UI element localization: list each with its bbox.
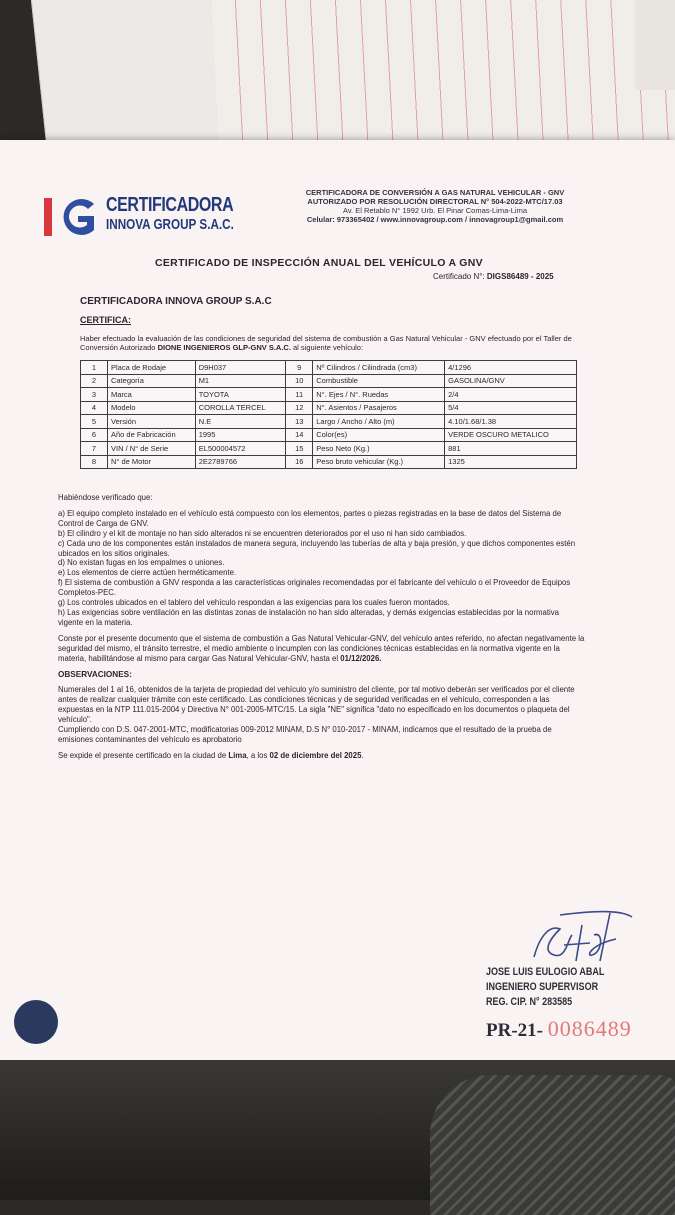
table-row [81, 374, 577, 388]
table-cell: 11 [286, 388, 313, 402]
verification-heading: Habiéndose verificado que: [58, 493, 153, 502]
list-item: h) Las exigencias sobre ventilación en las distintas zonas de instalación no han sido alteradas, y demás exigencias establecidas por la normativa vigente en la materia. [58, 607, 560, 627]
table-row [81, 442, 577, 456]
handwritten-signature [520, 905, 640, 965]
punch-hole [14, 1000, 58, 1044]
table-cell: 2/4 [445, 388, 577, 402]
table-cell: 1325 [445, 455, 577, 469]
table-cell: 881 [445, 442, 577, 456]
table-cell: 8 [81, 455, 108, 469]
table-cell: COROLLA TERCEL [195, 401, 286, 415]
certifica-label: CERTIFICA: [80, 315, 131, 325]
table-cell: 10 [286, 374, 313, 388]
background-paper-edge [635, 0, 675, 90]
certificate-number: Certificado N°: DIGS86489 - 2025 [433, 272, 554, 281]
signer-registration: REG. CIP. N° 283585 [486, 996, 573, 1008]
table-row [81, 455, 577, 469]
observations-title: OBSERVACIONES: [58, 669, 132, 679]
table-row [81, 401, 577, 415]
table-cell: 5/4 [445, 401, 577, 415]
table-cell: 3 [81, 388, 108, 402]
table-cell: 13 [286, 415, 313, 429]
table-cell: 6 [81, 428, 108, 442]
serial-number: PR-21- 0086489 [486, 1016, 632, 1041]
table-cell: Marca [108, 388, 196, 402]
observations-paragraph: Numerales del 1 al 16, obtenidos de la tarjeta de propiedad del vehículo y/o suministro del cliente, por tal motivo deberán ser verificados por el cliente antes de realizar cualquier trámite con este certificado. Las condiciones técnicas y de seguridad verificadas en el vehículo, corresponden a las expuestas en la NTP 111.015-2004 y Directiva N° 001-2005-MTC/15. La sigla "NE" significa "dato no especificado en los documentos o plaqueta del vehículo". [58, 685, 575, 725]
certificate-body [58, 493, 585, 761]
table-cell: 4 [81, 401, 108, 415]
table-cell: 7 [81, 442, 108, 456]
logo-title: CERTIFICADORA [106, 194, 234, 216]
table-cell: 4.10/1.68/1.38 [445, 415, 577, 429]
table-row [81, 388, 577, 402]
signer-name: JOSE LUIS EULOGIO ABAL [486, 966, 605, 978]
table-cell: D9H037 [195, 361, 286, 375]
table-cell: EL500004572 [195, 442, 286, 456]
table-cell: Largo / Ancho / Alto (m) [313, 415, 445, 429]
table-cell: 1995 [195, 428, 286, 442]
table-cell: 16 [286, 455, 313, 469]
signature-block [486, 965, 617, 1010]
list-item: d) No existan fugas en los empalmes o uniones. [58, 558, 225, 568]
table-cell: VERDE OSCURO METALICO [445, 428, 577, 442]
table-cell: Combustible [313, 374, 445, 388]
table-cell: 2E2789766 [195, 455, 286, 469]
table-cell: N.E [195, 415, 286, 429]
issued-line: Se expide el presente certificado en la ciudad de Lima, a los 02 de diciembre del 2025. [58, 750, 364, 760]
table-cell: TOYOTA [195, 388, 286, 402]
table-cell: 4/1296 [445, 361, 577, 375]
table-cell: N°. Ejes / N°. Ruedas [313, 388, 445, 402]
table-cell: Color(es) [313, 428, 445, 442]
document-header [42, 188, 642, 248]
intro-paragraph: Haber efectuado la evaluación de las condiciones de seguridad del sistema de combustión a Gas Natural Vehicular - GNV efectuado por el Taller de Conversión Autorizado DIONE INGENIEROS GLP-GNV S.A.C. al siguiente vehículo: [80, 334, 572, 352]
logo-subtitle: INNOVA GROUP S.A.C. [106, 216, 234, 233]
table-cell: Categoría [108, 374, 196, 388]
table-cell: Peso Neto (Kg.) [313, 442, 445, 456]
table-cell: M1 [195, 374, 286, 388]
document-title: CERTIFICADO DE INSPECCIÓN ANUAL DEL VEHÍCULO A GNV [155, 257, 483, 269]
table-cell: 15 [286, 442, 313, 456]
list-item: f) El sistema de combustión a GNV responda a las características originales recomendadas por el fabricante del vehículo o el Proveedor de Equipos Completos-PEC. [58, 578, 571, 598]
table-cell: Peso bruto vehicular (Kg.) [313, 455, 445, 469]
vehicle-data-table [80, 360, 577, 469]
table-row [81, 415, 577, 429]
background-shoe [430, 1075, 675, 1215]
table-cell: N°. Asientos / Pasajeros [313, 401, 445, 415]
table-cell: GASOLINA/GNV [445, 374, 577, 388]
emissions-paragraph: Cumpliendo con D.S. 047-2001-MTC, modificatorias 009-2012 MINAM, D.S N° 010-2017 - MINAM, indicamos que el resultado de la prueba de emisiones contaminantes del vehículo es aprobatorio [58, 725, 552, 744]
table-row [81, 428, 577, 442]
table-cell: 2 [81, 374, 108, 388]
table-cell: Versión [108, 415, 196, 429]
signer-role: INGENIERO SUPERVISOR [486, 981, 599, 993]
list-item: e) Los elementos de cierre actúen herméticamente. [58, 568, 237, 578]
list-item: g) Los controles ubicados en el tablero del vehículo respondan a las exigencias para los cuales fueron montados. [58, 598, 450, 608]
table-cell: VIN / N° de Serie [108, 442, 196, 456]
table-cell: 5 [81, 415, 108, 429]
table-cell: Año de Fabricación [108, 428, 196, 442]
table-cell: 14 [286, 428, 313, 442]
table-cell: Modelo [108, 401, 196, 415]
table-row [81, 361, 577, 375]
conste-paragraph: Conste por el presente documento que el sistema de combustión a Gas Natural Vehicular-GNV, del vehículo antes referido, no afectan negativamente la seguridad del mismo, el tránsito terrestre, el medio ambiente o incumplen con las condiciones técnicas establecidas en la normativa vigente en la materia, habilitándose al mismo para cargar Gas Natural Vehicular-GNV, hasta el 01/12/2026. [58, 633, 585, 663]
list-item: b) El cilindro y el kit de montaje no han sido alterados ni se encuentren deteriorados por el uso ni han sido cambiados. [58, 528, 467, 538]
list-item: a) El equipo completo instalado en el vehículo está compuesto con los elementos, partes o piezas registradas en la base de datos del Sistema de Control de Carga de GNV. [58, 508, 562, 528]
company-name: CERTIFICADORA INNOVA GROUP S.A.C [80, 296, 272, 307]
table-cell: 9 [286, 361, 313, 375]
table-cell: N° de Motor [108, 455, 196, 469]
innova-logo-icon [42, 194, 104, 240]
table-cell: Nº Cilindros / Cilindrada (cm3) [313, 361, 445, 375]
table-cell: Placa de Rodaje [108, 361, 196, 375]
header-info: CERTIFICADORA DE CONVERSIÓN A GAS NATURAL VEHICULAR - GNV AUTORIZADO POR RESOLUCIÓN DIRECTORAL N° 504-2022-MTC/17.03 Av. El Retablo N° 1992 Urb. El Pinar Comas-Lima-Lima Celular: 973365402 / www.innovagroup.com / innovagroup1@gmail.com [305, 188, 565, 224]
table-cell: 12 [286, 401, 313, 415]
table-cell: 1 [81, 361, 108, 375]
list-item: c) Cada uno de los componentes están instalados de manera segura, incluyendo las tuberías de alta y baja presión, y que dichos componentes estén ubicados en los sitios originales. [58, 538, 576, 558]
